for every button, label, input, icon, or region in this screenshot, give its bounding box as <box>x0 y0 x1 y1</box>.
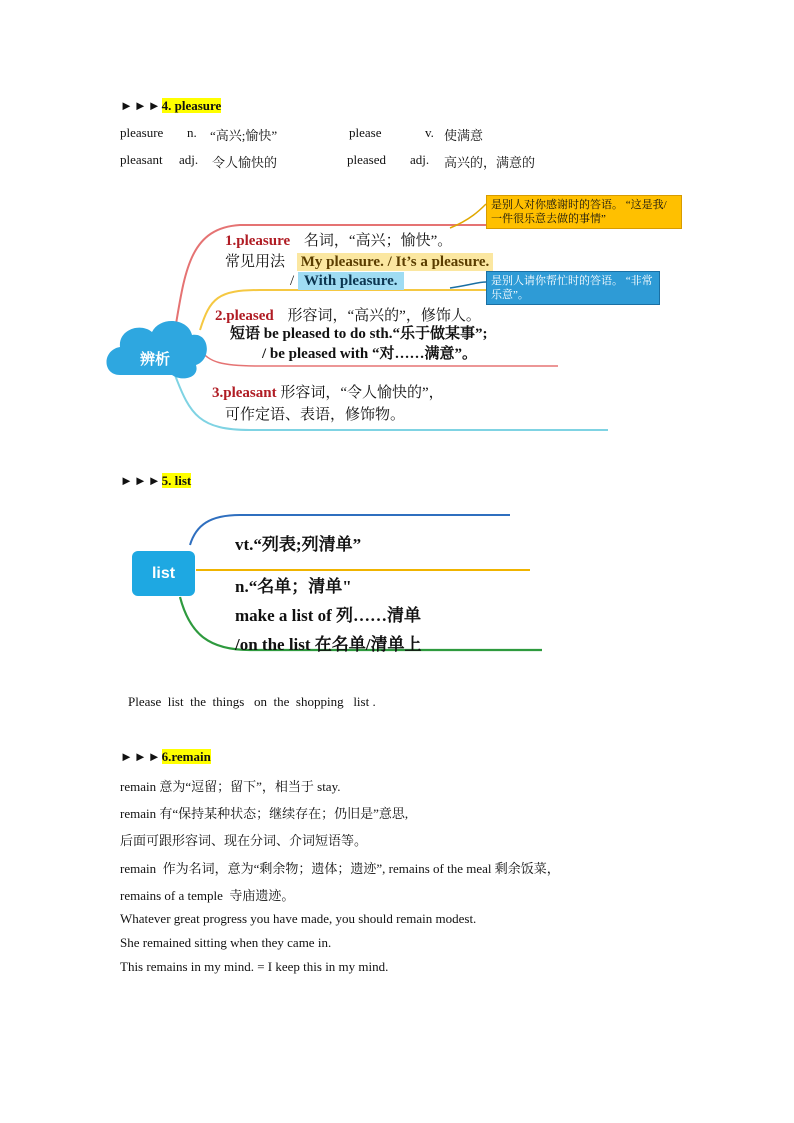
s4-r1-mean1: 令人愉快的 <box>212 155 278 170</box>
section4-header <box>120 98 221 114</box>
s4-r1-pos1: adj. <box>179 152 199 167</box>
remain-example-1: Whatever great progress you have made, you should remain modest. <box>120 911 477 926</box>
s4-r1-pos2: adj. <box>410 152 430 167</box>
b1-line <box>225 229 452 250</box>
list-line1: vt.“列表;列清单” <box>235 535 362 554</box>
note-thanks-reply: 是别人对你感谢时的答语。 “这是我/一件很乐意去做的事情” <box>486 195 682 229</box>
s4-r1-word2: pleased <box>347 152 386 167</box>
section6-title: 6.remain <box>161 749 211 764</box>
list-center-box: list <box>132 551 195 596</box>
remain-example-3: This remains in my mind. = I keep this in my mind. <box>120 959 389 974</box>
s4-r0-word1: pleasure <box>120 125 164 140</box>
b2-head: 2.pleased <box>215 308 274 324</box>
b1-slash: / <box>290 273 295 289</box>
section5-header <box>120 473 191 489</box>
list-line2: n.“名单；清单" <box>235 577 352 596</box>
b1-phrase2: With pleasure. <box>298 272 404 290</box>
b2-line3: / be pleased with “对……满意”。 <box>262 346 478 362</box>
b2-line2: 短语 be pleased to do sth.“乐于做某事”; <box>230 326 488 342</box>
note2-connector <box>450 282 486 288</box>
remain-line-3: 后面可跟形容词、现在分词、介词短语等。 <box>120 833 368 848</box>
list-line3: make a list of 列……清单 <box>235 606 422 625</box>
list-line4: /on the list 在名单/清单上 <box>235 635 422 654</box>
b1-use-label: 常见用法 <box>225 254 286 270</box>
mindmap-center-label: 辨析 <box>140 350 171 368</box>
list-example-sentence: Please list the things on the shopping list . <box>128 694 376 709</box>
b1-phrase2-row <box>290 273 404 290</box>
section5-title: 5. list <box>161 473 192 488</box>
remain-example-2: She remained sitting when they came in. <box>120 935 332 950</box>
remain-line-1: remain 意为“逗留；留下”，相当于 stay. <box>120 779 341 794</box>
section6-arrows: ►►► <box>120 749 162 764</box>
remain-line-2: remain 有“保持某种状态；继续存在；仍旧是”意思, <box>120 806 409 821</box>
s4-r0-word2: please <box>349 125 382 140</box>
s4-r0-pos2: v. <box>425 125 434 140</box>
remain-line-5: remains of a temple 寺庙遗迹。 <box>120 888 295 903</box>
note-help-reply: 是别人请你帮忙时的答语。 “非常乐意”。 <box>486 271 660 305</box>
section6-header <box>120 749 211 765</box>
b3-head: 3.pleasant <box>212 385 277 401</box>
b3-line2: 可作定语、表语，修饰物。 <box>225 407 406 423</box>
b3-line <box>212 381 444 402</box>
section5-arrows: ►►► <box>120 473 162 488</box>
b3-def: 形容词，“令人愉快的”， <box>280 385 444 401</box>
b2-def: 形容词，“高兴的”，修饰人。 <box>287 308 481 324</box>
section4-title: 4. pleasure <box>161 98 222 113</box>
section4-arrows: ►►► <box>120 98 162 113</box>
s4-r0-mean1: “高兴;愉快” <box>210 128 278 143</box>
s4-r1-word1: pleasant <box>120 152 163 167</box>
s4-r0-pos1: n. <box>187 125 197 140</box>
remain-line-4: remain 作为名词，意为“剩余物；遗体；遗迹”, remains of the meal 剩余饭菜， <box>120 861 560 876</box>
s4-r0-mean2: 使满意 <box>444 128 484 143</box>
b1-phrase1: My pleasure. / It’s a pleasure. <box>297 253 493 271</box>
s4-r1-mean2: 高兴的，满意的 <box>444 155 536 170</box>
b1-def: 名词，“高兴；愉快”。 <box>303 233 453 249</box>
b1-use-row <box>225 250 493 271</box>
b1-head: 1.pleasure <box>225 233 291 249</box>
